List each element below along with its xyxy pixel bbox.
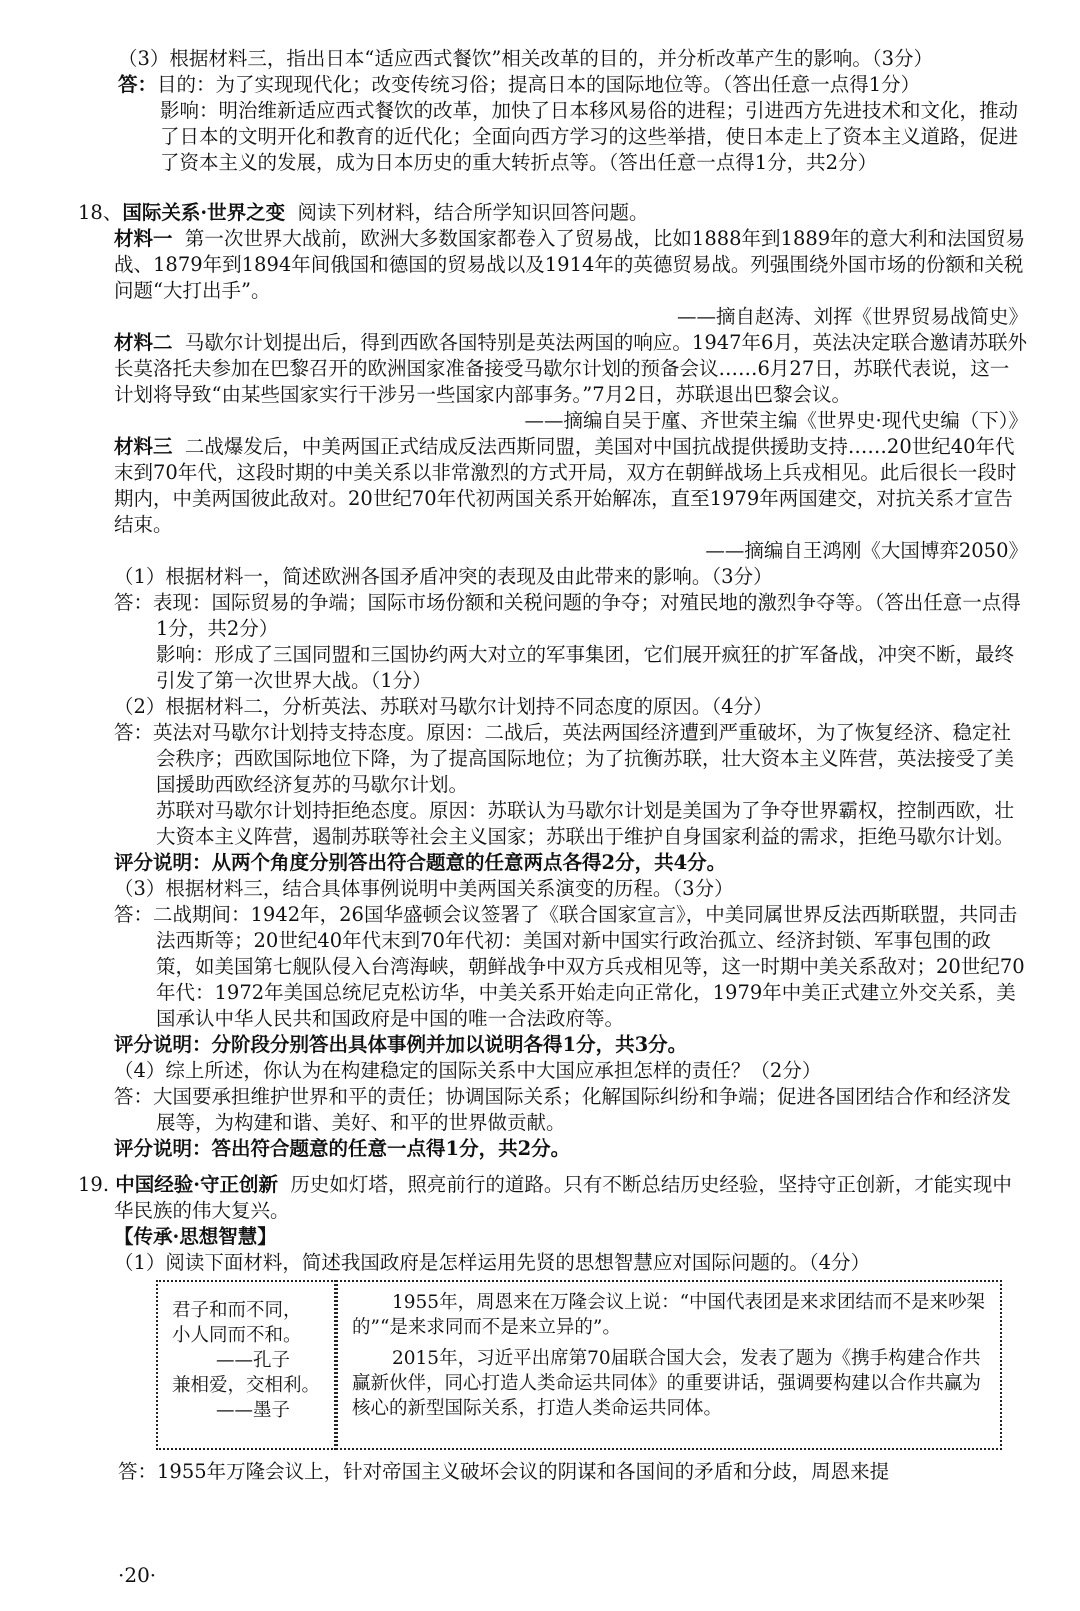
q18-1-answer: 答：表现：国际贸易的争端；国际市场份额和关税问题的争夺；对殖民地的激烈争夺等。（答出任意一点得1分，共2分） (114, 591, 1021, 640)
answer-label: 答： (118, 73, 158, 96)
q18-body (78, 226, 1028, 1162)
q17-3-question: （3）根据材料三，指出日本“适应西式餐饮”相关改革的目的，并分析改革产生的影响。（3分） (118, 47, 934, 70)
confucius-quote-line-2: 小人同而不和。 (172, 1325, 302, 1346)
q18-1-question: （1）根据材料一，简述欧洲各国矛盾冲突的表现及由此带来的影响。（3分） (114, 565, 773, 588)
q18-2-question: （2）根据材料二，分析英法、苏联对马歇尔计划持不同态度的原因。（4分） (114, 695, 773, 718)
q18-3-answer: 答：二战期间：1942年，26国华盛顿会议签署了《联合国家宣言》，中美同属世界反法西斯联盟，共同击法西斯等；20世纪40年代末到70年代初：美国对新中国实行政治孤立、经济封锁、军事包围的政策，如美国第七舰队侵入台湾海峡，朝鲜战争中双方兵戎相见等，这一时期中美关系敌对；20世纪70年代：1972年美国总统尼克松访华，中美关系开始走向正常化，1979年中美正式建立外交关系，美国承认中华人民共和国政府是中国的唯一合法政府等。 (114, 903, 1025, 1030)
q18 (78, 200, 1028, 1162)
q18-1-impact: 影响：形成了三国同盟和三国协约两大对立的军事集团，它们展开疯狂的扩军备战，冲突不断，最终引发了第一次世界大战。（1分） (156, 643, 1015, 692)
material-3 (114, 434, 1028, 538)
q18-title: 国际关系·世界之变 (122, 201, 286, 224)
material-1 (114, 226, 1028, 304)
q19-1-question: （1）阅读下面材料，简述我国政府是怎样运用先贤的思想智慧应对国际问题的。（4分） (114, 1251, 871, 1274)
material-3-label: 材料三 (114, 435, 173, 458)
q19-heading (78, 1172, 1028, 1224)
un-assembly-paragraph: 2015年，习近平出席第70届联合国大会，发表了题为《携手构建合作共赢新伙伴，同心打造人类命运共同体》的重要讲话，强调要构建以合作共赢为核心的新型国际关系，打造人类命运共同体。 (352, 1348, 982, 1419)
confucius-quote-line-1: 君子和而不同， (172, 1300, 302, 1321)
material-1-text: 第一次世界大战前，欧洲大多数国家都卷入了贸易战，比如1888年到1889年的意大利和法国贸易战、1879年到1894年间俄国和德国的贸易战以及1914年的英德贸易战。列强围绕外国市场的份额和关税问题“大打出手”。 (114, 227, 1026, 302)
material-2-text: 马歇尔计划提出后，得到西欧各国特别是英法两国的响应。1947年6月，英法决定联合邀请苏联外长莫洛托夫参加在巴黎召开的欧洲国家准备接受马歇尔计划的预备会议……6月27日，苏联代表说，这一计划将导致“由某些国家实行干涉另一些国家内部事务。”7月2日，苏联退出巴黎会议。 (114, 331, 1027, 406)
mozi-attribution: ——墨子 (216, 1400, 291, 1421)
q17-3-impact: 影响：明治维新适应西式餐饮的改革，加快了日本移风易俗的进程；引进西方先进技术和文化，推动了日本的文明开化和教育的近代化；全面向西方学习的这些举措，使日本走上了资本主义道路，促进了资本主义的发展，成为日本历史的重大转折点等。（答出任意一点得1分，共2分） (160, 99, 1019, 174)
quote-box-ancient-sages (156, 1280, 336, 1450)
confucius-attribution: ——孔子 (216, 1350, 291, 1371)
quote-box-content (158, 1282, 334, 1423)
q17-3-purpose-text: 目的：为了实现现代化；改变传统习俗；提高日本的国际地位等。（答出任意一点得1分） (157, 73, 921, 96)
q18-intro: 阅读下列材料，结合所学知识回答问题。 (297, 201, 649, 224)
q18-2-answer-uk-france: 答：英法对马歇尔计划持支持态度。原因：二战后，英法两国经济遭到严重破坏，为了恢复经济、稳定社会秩序；西欧国际地位下降，为了提高国际地位；为了抗衡苏联，壮大资本主义阵营，英法接受了美国援助西欧经济复苏的马歇尔计划。 (114, 721, 1015, 796)
material-3-source: ——摘编自王鸿刚《大国博弈2050》 (705, 539, 1028, 562)
mozi-quote: 兼相爱，交相利。 (172, 1375, 321, 1396)
q18-3-question: （3）根据材料三，结合具体事例说明中美两国关系演变的历程。（3分） (114, 877, 734, 900)
q17-part3 (118, 46, 1028, 176)
q19-intro: 历史如灯塔，照亮前行的道路。只有不断总结历史经验，坚持守正创新，才能实现中华民族的伟大复兴。 (114, 1173, 1012, 1222)
q19-title: 中国经验·守正创新 (115, 1173, 279, 1196)
q18-4-answer: 答：大国要承担维护世界和平的责任；协调国际关系；化解国际纠纷和争端；促进各国团结合作和经济发展等，为构建和谐、美好、和平的世界做贡献。 (114, 1085, 1012, 1134)
q19-number: 19. (78, 1173, 110, 1196)
q18-2-scoring-note: 评分说明：从两个角度分别答出符合题意的任意两点各得2分，共4分。 (114, 851, 727, 874)
q18-4-question: （4）综上所述，你认为在构建稳定的国际关系中大国应承担怎样的责任？（2分） (114, 1059, 822, 1082)
q17-3-answer-purpose (118, 72, 1028, 98)
material-1-source: ——摘自赵涛、刘挥《世界贸易战简史》 (676, 305, 1028, 328)
page-number: ·20· (118, 1563, 157, 1587)
material-2 (114, 330, 1028, 408)
q19-1-answer: 答：1955年万隆会议上，针对帝国主义破坏会议的阴谋和各国间的矛盾和分歧，周恩来提 (118, 1460, 890, 1483)
material-box-diplomacy (336, 1280, 1002, 1450)
material-3-text: 二战爆发后，中美两国正式结成反法西斯同盟，美国对中国抗战提供援助支持……20世纪40年代末到70年代，这段时期的中美关系以非常激烈的方式开局，双方在朝鲜战场上兵戎相见。此后很长一段时期内，中美两国彼此敌对。20世纪70年代初两国关系开始解冻，直至1979年两国建交，对抗关系才宣告结束。 (114, 435, 1017, 536)
q18-4-scoring-note: 评分说明：答出符合题意的任意一点得1分，共2分。 (114, 1137, 571, 1160)
material-2-source: ——摘编自吴于廑、齐世荣主编《世界史·现代史编（下）》 (524, 409, 1028, 432)
q18-number: 18、 (78, 201, 123, 224)
q19-section-title: 【传承·思想智慧】 (114, 1225, 277, 1248)
material-2-label: 材料二 (114, 331, 173, 354)
bandung-paragraph: 1955年，周恩来在万隆会议上说：“中国代表团是来求团结而不是来吵架的”“是来求同而不是来立异的”。 (352, 1292, 986, 1338)
q18-heading (78, 200, 1028, 226)
q18-2-answer-ussr: 苏联对马歇尔计划持拒绝态度。原因：苏联认为马歇尔计划是美国为了争夺世界霸权，控制西欧，壮大资本主义阵营，遏制苏联等社会主义国家；苏联出于维护自身国家利益的需求，拒绝马歇尔计划。 (156, 799, 1015, 848)
q19 (78, 1172, 1028, 1276)
material-box-content (338, 1282, 1000, 1421)
material-1-label: 材料一 (114, 227, 173, 250)
q18-3-scoring-note: 评分说明：分阶段分别答出具体事例并加以说明各得1分，共3分。 (114, 1033, 688, 1056)
